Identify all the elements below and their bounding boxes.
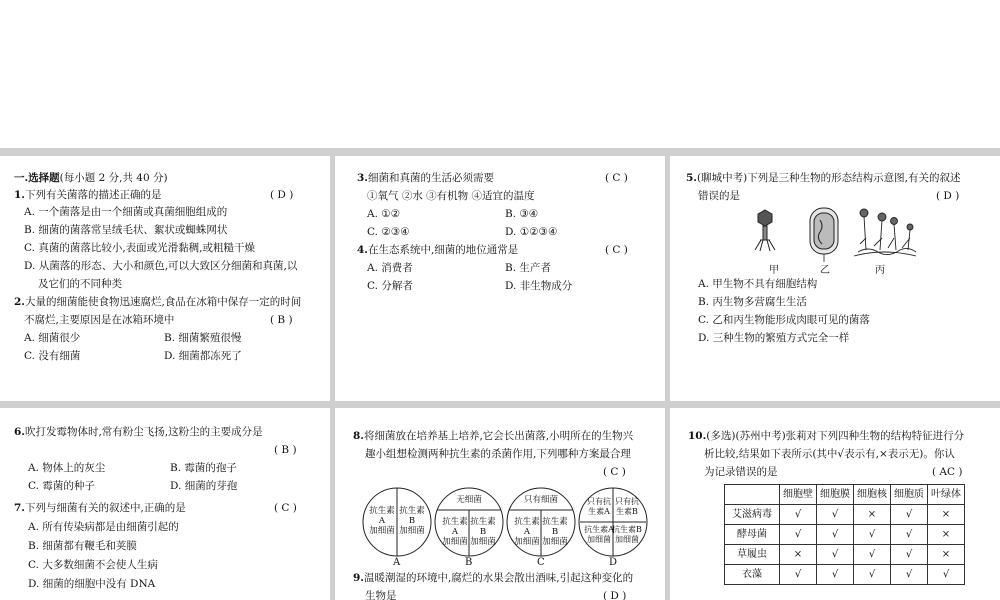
svg-text:B: B xyxy=(479,527,487,537)
q2-option-b: B. 细菌繁殖很慢 xyxy=(164,332,242,344)
q3-answer: ( C ) xyxy=(605,172,628,184)
q4-option-d: D. 非生物成分 xyxy=(505,280,573,292)
q1-option-d: D. 从菌落的形态、大小和颜色,可以大致区分细菌和真菌,以 xyxy=(24,260,298,272)
svg-text:只有抗: 只有抗 xyxy=(587,497,611,506)
svg-text:抗生素: 抗生素 xyxy=(470,517,496,527)
svg-text:加细菌: 加细菌 xyxy=(542,537,568,547)
q4-stem: 4.在生态系统中,细菌的地位通常是 xyxy=(357,244,519,256)
svg-text:生素B: 生素B xyxy=(616,507,638,516)
panel-questions-6-7 xyxy=(0,408,330,600)
q9-stem-cont: 生物是 xyxy=(365,590,397,600)
q4-option-b: B. 生产者 xyxy=(505,262,551,274)
q3-items: ①氧气 ②水 ③有机物 ④适宜的温度 xyxy=(367,190,535,202)
q1-answer: ( D ) xyxy=(270,189,294,201)
plate-a-right-1: 抗生素 xyxy=(399,506,425,516)
q4-answer: ( C ) xyxy=(605,244,628,256)
svg-text:抗生素: 抗生素 xyxy=(542,517,568,527)
plate-b xyxy=(435,488,503,556)
plate-c-label: C xyxy=(537,557,545,568)
table-cell: √ xyxy=(817,545,854,565)
q6-option-a: A. 物体上的灰尘 xyxy=(28,462,106,474)
svg-text:B: B xyxy=(551,527,559,537)
q3-option-b: B. ③④ xyxy=(505,208,539,220)
q3-option-c: C. ②③④ xyxy=(367,226,410,238)
table-header-cell: 叶绿体 xyxy=(928,485,965,505)
q5-option-a: A. 甲生物不具有细胞结构 xyxy=(698,278,818,290)
plate-a-left-2: A xyxy=(378,516,386,526)
svg-text:抗生素A: 抗生素A xyxy=(584,525,614,534)
panel-question-10 xyxy=(670,408,1000,600)
structure-comparison-table xyxy=(724,484,965,585)
table-cell: √ xyxy=(891,565,928,585)
q5-option-b: B. 丙生物多营腐生生活 xyxy=(698,296,807,308)
q3-stem: 3.细菌和真菌的生活必须需要 xyxy=(357,172,494,184)
q2-option-a: A. 细菌很少 xyxy=(24,332,81,344)
q2-option-d: D. 细菌都冻死了 xyxy=(164,350,242,362)
q3-option-a: A. ①② xyxy=(367,208,401,220)
q1-stem: 1.下列有关菌落的描述正确的是 xyxy=(14,189,162,201)
q8-answer: ( C ) xyxy=(603,466,626,478)
table-cell: √ xyxy=(817,525,854,545)
table-header-cell: 细胞质 xyxy=(891,485,928,505)
svg-text:加细菌: 加细菌 xyxy=(442,537,468,547)
q1-option-c: C. 真菌的菌落比较小,表面或光滑黏稠,或粗糙干燥 xyxy=(24,242,256,254)
panel-questions-8-9 xyxy=(335,408,665,600)
table-cell: √ xyxy=(780,525,817,545)
plate-a-label: A xyxy=(393,557,401,568)
svg-text:A: A xyxy=(523,527,531,537)
svg-text:加细菌: 加细菌 xyxy=(470,537,496,547)
svg-text:加细菌: 加细菌 xyxy=(514,537,540,547)
q5-label-yi: 乙 xyxy=(820,265,830,276)
q10-stem-cont2: 为记录错误的是 xyxy=(704,466,778,478)
q7-option-c: C. 大多数细菌不会使人生病 xyxy=(28,559,158,571)
plate-a-left-1: 抗生素 xyxy=(369,506,395,516)
table-row xyxy=(725,545,965,565)
q2-stem-cont: 不腐烂,主要原因是在冰箱环境中 xyxy=(24,314,175,326)
q5-stem-cont: 错误的是 xyxy=(698,190,740,202)
plate-b-label: B xyxy=(465,557,473,568)
table-row-label: 衣藻 xyxy=(725,565,780,585)
table-cell: √ xyxy=(854,525,891,545)
section-header xyxy=(14,170,168,187)
q6-answer: ( B ) xyxy=(274,444,297,456)
table-header-cell: 细胞膜 xyxy=(817,485,854,505)
table-cell: × xyxy=(854,505,891,525)
q5-label-jia: 甲 xyxy=(769,265,779,276)
plate-d-label: D xyxy=(609,557,618,568)
plate-b-top: 无细菌 xyxy=(456,495,482,505)
table-row-label: 草履虫 xyxy=(725,545,780,565)
table-row-label: 艾滋病毒 xyxy=(725,505,780,525)
plate-a-left-3: 加细菌 xyxy=(369,526,395,536)
table-cell: √ xyxy=(891,525,928,545)
q1-option-a: A. 一个菌落是由一个细菌或真菌细胞组成的 xyxy=(24,206,228,218)
svg-text:A: A xyxy=(451,527,459,537)
q5-stem: 5.(聊城中考)下列是三种生物的形态结构示意图,有关的叙述 xyxy=(686,172,961,184)
q5-answer: ( D ) xyxy=(936,190,960,202)
q4-option-a: A. 消费者 xyxy=(367,262,413,274)
plate-c xyxy=(507,488,575,556)
table-cell: √ xyxy=(780,505,817,525)
panel-questions-3-4 xyxy=(335,156,665,401)
bacterium-illustration xyxy=(810,208,838,262)
q10-stem: 10.(多选)(苏州中考)张莉对下列四种生物的结构特征进行分 xyxy=(688,430,965,442)
q3-option-d: D. ①②③④ xyxy=(505,226,558,238)
plate-c-top: 只有细菌 xyxy=(523,495,559,505)
q5-label-bing: 丙 xyxy=(875,265,885,276)
table-cell: √ xyxy=(891,545,928,565)
q5-option-d: D. 三种生物的繁殖方式完全一样 xyxy=(698,332,850,344)
table-cell: × xyxy=(928,545,965,565)
svg-text:抗生素B: 抗生素B xyxy=(612,525,642,534)
svg-text:只有抗: 只有抗 xyxy=(615,497,639,506)
virus-illustration xyxy=(755,210,775,251)
q8-stem-cont: 趣小组想检测两种抗生素的杀菌作用,下列哪种方案最合理 xyxy=(365,448,631,460)
q8-stem: 8.将细菌放在培养基上培养,它会长出菌落,小明所在的生物兴 xyxy=(353,430,634,442)
q7-stem: 7.下列与细菌有关的叙述中,正确的是 xyxy=(14,502,186,514)
table-header-cell: 细胞核 xyxy=(854,485,891,505)
svg-text:加细菌: 加细菌 xyxy=(615,535,639,544)
table-cell: √ xyxy=(854,545,891,565)
q9-answer: ( D ) xyxy=(603,590,627,600)
q7-option-d: D. 细菌的细胞中没有 DNA xyxy=(28,578,156,590)
q1-option-b: B. 细菌的菌落常呈绒毛状、絮状或蜘蛛网状 xyxy=(24,224,228,236)
svg-text:抗生素: 抗生素 xyxy=(514,517,540,527)
q5-option-c: C. 乙和丙生物能形成肉眼可见的菌落 xyxy=(698,314,870,326)
plate-a xyxy=(363,488,431,556)
panel-questions-1-2 xyxy=(0,156,330,401)
panel-question-5 xyxy=(670,156,1000,401)
table-cell: √ xyxy=(891,505,928,525)
table-row-label: 酵母菌 xyxy=(725,525,780,545)
table-header-cell xyxy=(725,485,780,505)
table-cell: √ xyxy=(780,565,817,585)
table-cell: √ xyxy=(817,565,854,585)
plate-d xyxy=(579,488,647,556)
table-header-row xyxy=(725,485,965,505)
svg-text:加细菌: 加细菌 xyxy=(587,535,611,544)
section-note: (每小题 2 分,共 40 分) xyxy=(59,172,168,184)
organisms-figure xyxy=(750,204,920,266)
q2-stem: 2.大量的细菌能使食物迅速腐烂,食品在冰箱中保存一定的时间 xyxy=(14,296,302,308)
table-row xyxy=(725,525,965,545)
q7-option-a: A. 所有传染病都是由细菌引起的 xyxy=(28,521,179,533)
q7-option-b: B. 细菌都有鞭毛和荚膜 xyxy=(28,540,137,552)
svg-text:抗生素: 抗生素 xyxy=(442,517,468,527)
q9-stem: 9.温暖潮湿的环境中,腐烂的水果会散出酒味,引起这种变化的 xyxy=(353,572,634,584)
table-cell: × xyxy=(780,545,817,565)
plate-a-right-3: 加细菌 xyxy=(399,526,425,536)
svg-text:生素A: 生素A xyxy=(588,507,610,516)
section-title: 一.选择题 xyxy=(14,172,60,184)
table-cell: √ xyxy=(817,505,854,525)
q6-option-c: C. 霉菌的种子 xyxy=(28,480,95,492)
table-row xyxy=(725,565,965,585)
q10-answer: ( AC ) xyxy=(932,466,963,478)
q7-answer: ( C ) xyxy=(274,502,297,514)
q6-option-d: D. 细菌的芽孢 xyxy=(170,480,238,492)
q2-answer: ( B ) xyxy=(270,314,293,326)
mold-illustration xyxy=(854,209,916,256)
table-cell: √ xyxy=(928,565,965,585)
table-row xyxy=(725,505,965,525)
table-cell: × xyxy=(928,505,965,525)
table-cell: × xyxy=(928,525,965,545)
plate-a-right-2: B xyxy=(408,516,416,526)
q4-option-c: C. 分解者 xyxy=(367,280,413,292)
q2-option-c: C. 没有细菌 xyxy=(24,350,81,362)
q6-stem: 6.吹打发霉物体时,常有粉尘飞扬,这粉尘的主要成分是 xyxy=(14,426,263,438)
q10-stem-cont1: 析比较,结果如下表所示(其中√表示有,×表示无)。你认 xyxy=(704,448,955,460)
table-cell: √ xyxy=(854,565,891,585)
q1-option-d-cont: 及它们的不同种类 xyxy=(38,278,122,290)
q6-option-b: B. 霉菌的孢子 xyxy=(170,462,237,474)
table-header-cell: 细胞壁 xyxy=(780,485,817,505)
